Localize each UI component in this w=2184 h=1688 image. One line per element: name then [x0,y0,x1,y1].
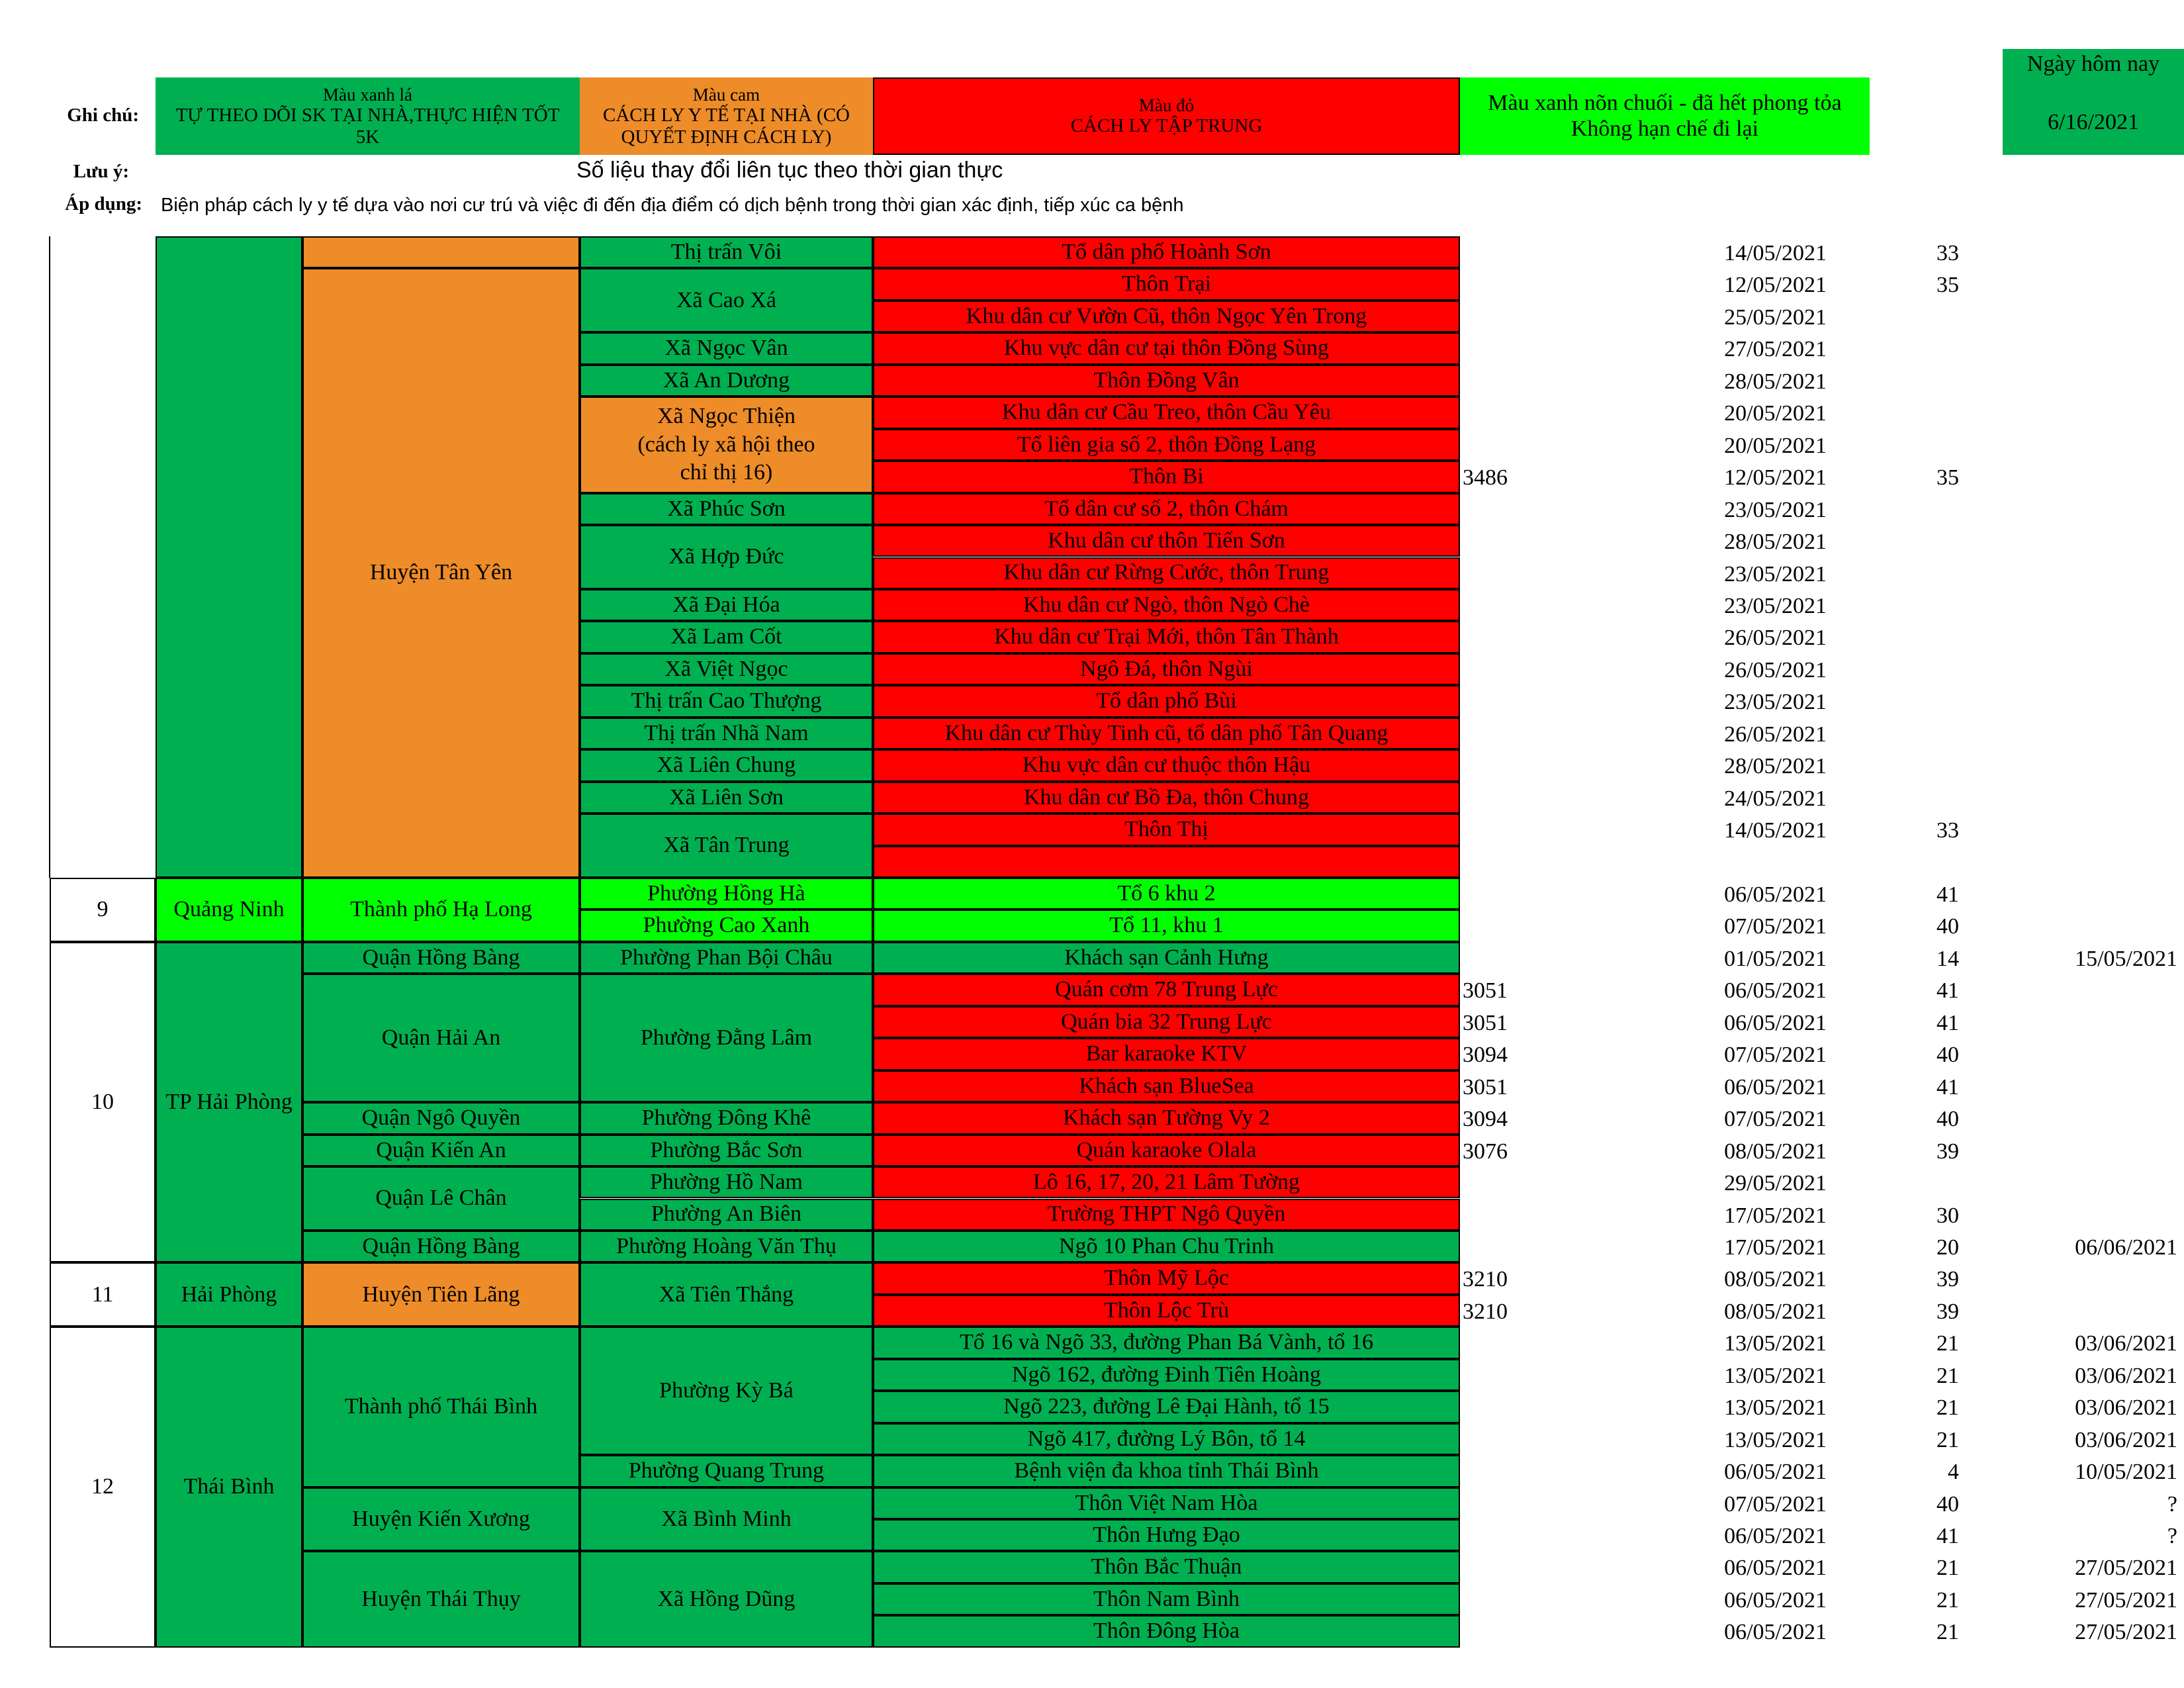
day-count [1906,847,1959,879]
end-date: 27/05/2021 [2075,1587,2177,1613]
end-date: ? [2167,1524,2177,1548]
case-id [1463,1552,1562,1584]
cell-dist: Quận Lê Chân [302,1166,580,1231]
day-count: 39 [1936,1267,1959,1292]
end-date [2019,1039,2177,1071]
case-id: 3210 [1463,1267,1508,1292]
day-count: 21 [1936,1363,1959,1388]
case-id [1463,494,1562,526]
day-count: 21 [1936,1331,1959,1356]
start-date: 06/05/2021 [1724,1460,1827,1485]
end-date: 06/06/2021 [2075,1235,2177,1260]
end-date: 03/06/2021 [2075,1427,2177,1452]
end-date [2019,1264,2177,1295]
case-id [1463,1617,1562,1648]
day-count: 40 [1936,1043,1959,1068]
place-cell: Thôn Bắc Thuận [873,1551,1460,1583]
place-cell: Quán bia 32 Trung Lực [873,1006,1460,1038]
day-count: 4 [1948,1460,1959,1485]
place-cell: Khách sạn Cảnh Hưng [873,942,1460,974]
end-date [2019,815,2177,847]
place-cell: Thôn Bi [873,461,1460,492]
cell-no: 12 [50,1327,156,1648]
cell-comm: Xã Liên Chung [580,749,873,781]
day-count: 20 [1936,1235,1959,1260]
cell-comm: Xã Liên Sơn [580,782,873,814]
legend-orange-desc: CÁCH LY Y TẾ TẠI NHÀ (CÓ QUYẾT ĐỊNH CÁCH LY) [602,105,850,148]
day-count [1906,686,1959,718]
place-cell: Tổ dân cư số 2, thôn Chám [873,493,1460,525]
end-date [2019,622,2177,654]
day-count [1906,366,1959,398]
end-date [2019,302,2177,334]
day-count [1906,590,1959,622]
day-count: 35 [1936,273,1959,298]
case-id [1463,943,1562,975]
cell-prov: Hải Phòng [156,1262,302,1327]
start-date: 07/05/2021 [1724,1491,1827,1517]
place-cell: Thôn Đồng Vân [873,365,1460,397]
day-count [1906,494,1959,526]
place-cell: Khu dân cư Vườn Cũ, thôn Ngọc Yên Trong [873,301,1460,332]
day-count: 40 [1936,914,1959,939]
start-date: 13/05/2021 [1724,1363,1827,1388]
case-id: 3210 [1463,1299,1508,1324]
end-date [2019,879,2177,911]
day-count: 21 [1936,1395,1959,1421]
start-date: 24/05/2021 [1724,786,1827,811]
case-id: 3051 [1463,1074,1508,1100]
case-id [1463,1232,1562,1264]
cell-comm: Xã Việt Ngọc [580,653,873,685]
cell-dist: Huyện Tân Yên [302,268,580,878]
start-date: 01/05/2021 [1724,946,1827,971]
place-cell: Thôn Nam Bình [873,1583,1460,1615]
start-date: 08/05/2021 [1724,1139,1827,1164]
cell-comm: Xã Tiên Thắng [580,1262,873,1327]
day-count [1906,526,1959,558]
place-cell: Thôn Lộc Trù [873,1295,1460,1327]
case-id [1463,847,1562,879]
start-date: 07/05/2021 [1724,1043,1827,1068]
legend-label: Ghi chú: [67,105,139,126]
end-date [2019,1200,2177,1232]
start-date: 26/05/2021 [1724,657,1827,682]
case-id [1463,815,1562,847]
cell-comm: Phường Kỳ Bá [580,1327,873,1455]
cell-comm: Xã Bình Minh [580,1487,873,1552]
cell-dist: Quận Hồng Bàng [302,942,580,974]
start-date: 17/05/2021 [1724,1203,1827,1228]
place-cell: Khu dân cư Trại Mới, thôn Tân Thành [873,621,1460,653]
place-cell: Tổ 11, khu 1 [873,910,1460,941]
cell-comm: Phường Phan Bội Châu [580,942,873,974]
legend-orange-title: Màu cam [692,84,760,105]
case-id [1463,238,1562,269]
day-count: 33 [1936,241,1959,265]
case-id [1463,269,1562,301]
case-id [1463,1425,1562,1456]
case-id [1463,334,1562,365]
day-count [1906,751,1959,782]
end-date [2019,334,2177,365]
legend-red-desc: CÁCH LY TẬP TRUNG [1070,115,1263,137]
cell-prov: Quảng Ninh [156,878,302,942]
cell-dist: Huyện Kiến Xương [302,1487,580,1552]
start-date: 06/05/2021 [1724,1524,1827,1548]
cell-comm: Xã Tân Trung [580,814,873,878]
start-date: 23/05/2021 [1724,593,1827,618]
cell-comm: Phường An Biên [580,1199,873,1231]
end-date: 27/05/2021 [2075,1620,2177,1645]
end-date [2019,911,2177,943]
cell-comm: Xã Ngọc Thiện (cách ly xã hội theo chỉ thị 16) [580,397,873,492]
apply-text: Biện pháp cách ly y tế dựa vào nơi cư trú và việc đi đến địa điểm có dịch bệnh trong thời gian xác định, tiếp xúc ca bệnh [161,195,1184,216]
place-cell: Thôn Mỹ Lộc [873,1262,1460,1294]
case-id [1463,622,1562,654]
day-count: 41 [1936,978,1959,1004]
place-cell: Quán cơm 78 Trung Lực [873,974,1460,1006]
day-count: 33 [1936,818,1959,843]
start-date: 20/05/2021 [1724,401,1827,426]
place-cell: Khu dân cư Ngò, thôn Ngò Chè [873,589,1460,621]
day-count [1906,398,1959,430]
end-date [2019,783,2177,815]
day-count: 35 [1936,465,1959,491]
start-date: 28/05/2021 [1724,369,1827,394]
place-cell: Bệnh viện đa khoa tỉnh Thái Bình [873,1455,1460,1487]
end-date [2019,269,2177,301]
end-date [2019,1168,2177,1199]
case-id [1463,1328,1562,1360]
day-count: 41 [1936,1524,1959,1548]
case-id [1463,398,1562,430]
end-date: 03/06/2021 [2075,1395,2177,1421]
start-date: 13/05/2021 [1724,1395,1827,1421]
case-id: 3486 [1463,465,1508,491]
case-id [1463,1168,1562,1199]
start-date: 28/05/2021 [1724,754,1827,779]
table-left-border [49,236,50,878]
cell-prov: TP Hải Phòng [156,942,302,1263]
cell-comm: Thị trấn Vôi [580,236,873,268]
end-date [2019,1136,2177,1168]
cell-comm: Xã Ngọc Vân [580,332,873,364]
start-date: 26/05/2021 [1724,722,1827,747]
cell-comm: Xã Hợp Đức [580,525,873,589]
place-cell: Tổ 6 khu 2 [873,878,1460,910]
place-cell: Ngõ 417, đường Lý Bôn, tổ 14 [873,1423,1460,1455]
case-id [1463,559,1562,590]
note-label: Lưu ý: [73,161,129,182]
cell-comm: Phường Đông Khê [580,1102,873,1134]
start-date: 07/05/2021 [1724,914,1827,939]
end-date [2019,719,2177,751]
place-cell: Khu dân cư Bồ Đa, thôn Chung [873,782,1460,814]
place-cell: Trường THPT Ngô Quyền [873,1199,1460,1231]
start-date: 08/05/2021 [1724,1299,1827,1324]
case-id [1463,1360,1562,1392]
start-date: 14/05/2021 [1724,818,1827,843]
cell-dist: Quận Hồng Bàng [302,1231,580,1262]
place-cell: Khu dân cư Cầu Treo, thôn Cầu Yêu [873,397,1460,428]
day-count [1906,430,1959,462]
start-date: 06/05/2021 [1724,1620,1827,1645]
place-cell: Thôn Thị [873,814,1460,845]
place-cell: Khu dân cư Thùy Tinh cũ, tổ dân phố Tân Quang [873,718,1460,749]
start-date: 28/05/2021 [1724,530,1827,555]
cell-dist: Quận Ngô Quyền [302,1102,580,1134]
day-count [1906,719,1959,751]
case-id [1463,719,1562,751]
case-id [1463,1200,1562,1232]
case-id [1463,751,1562,782]
legend-lime-title: Màu xanh nõn chuối - đã hết phong tỏa [1488,91,1842,116]
start-date: 13/05/2021 [1724,1331,1827,1356]
cell-dist: Thành phố Thái Bình [302,1327,580,1487]
start-date: 23/05/2021 [1724,561,1827,586]
cell-prov: Thái Bình [156,1327,302,1648]
start-date: 12/05/2021 [1724,465,1827,491]
day-count [1906,622,1959,654]
cell-comm: Thị trấn Nhã Nam [580,718,873,749]
case-id [1463,590,1562,622]
start-date: 07/05/2021 [1724,1107,1827,1132]
end-date [2019,1103,2177,1135]
day-count: 39 [1936,1299,1959,1324]
end-date [2019,975,2177,1007]
cell-dist: Quận Kiến An [302,1135,580,1166]
end-date [2019,398,2177,430]
end-date: 03/06/2021 [2075,1363,2177,1388]
start-date: 12/05/2021 [1724,273,1827,298]
place-cell: Bar karaoke KTV [873,1038,1460,1070]
cell-comm: Phường Quang Trung [580,1455,873,1487]
case-id [1463,526,1562,558]
start-date: 27/05/2021 [1724,337,1827,362]
day-count [1906,783,1959,815]
day-count: 21 [1936,1556,1959,1581]
end-date: ? [2167,1491,2177,1517]
start-date: 14/05/2021 [1724,241,1827,265]
start-date: 08/05/2021 [1724,1267,1827,1292]
case-id: 3076 [1463,1139,1508,1164]
case-id [1463,879,1562,911]
case-id [1463,366,1562,398]
end-date [2019,462,2177,494]
cell-prov [156,236,302,878]
case-id [1463,1521,1562,1552]
start-date: 06/05/2021 [1724,1074,1827,1100]
case-id [1463,1585,1562,1617]
case-id: 3094 [1463,1043,1508,1068]
case-id [1463,783,1562,815]
start-date: 23/05/2021 [1724,690,1827,715]
place-cell: Thôn Hưng Đạo [873,1519,1460,1551]
case-id: 3051 [1463,978,1508,1004]
case-id [1463,430,1562,462]
legend-red-title: Màu đỏ [1138,95,1195,116]
place-cell: Tổ dân phố Hoành Sơn [873,236,1460,268]
case-id: 3094 [1463,1107,1508,1132]
end-date [2019,590,2177,622]
day-count: 40 [1936,1107,1959,1132]
end-date [2019,1072,2177,1103]
case-id [1463,1489,1562,1521]
cell-comm: Phường Hồ Nam [580,1166,873,1198]
start-date: 13/05/2021 [1724,1427,1827,1452]
day-count: 21 [1936,1427,1959,1452]
cell-comm: Phường Hoàng Văn Thụ [580,1231,873,1262]
end-date: 27/05/2021 [2075,1556,2177,1581]
cell-comm: Phường Đằng Lâm [580,974,873,1102]
day-count: 30 [1936,1203,1959,1228]
start-date: 25/05/2021 [1724,305,1827,330]
cell-comm: Xã Phúc Sơn [580,493,873,525]
place-cell: Thôn Trại [873,268,1460,300]
end-date: 10/05/2021 [2075,1460,2177,1485]
day-count: 14 [1936,946,1959,971]
end-date [2019,366,2177,398]
place-cell: Khách sạn BlueSea [873,1070,1460,1102]
end-date [2019,559,2177,590]
apply-label: Áp dụng: [65,193,142,214]
start-date: 06/05/2021 [1724,1556,1827,1581]
start-date: 23/05/2021 [1724,497,1827,522]
day-count: 40 [1936,1491,1959,1517]
start-date: 20/05/2021 [1724,433,1827,458]
end-date [2019,1008,2177,1039]
legend-lime-desc: Không hạn chế đi lại [1570,116,1759,141]
legend-green-title: Màu xanh lá [323,84,412,105]
start-date: 06/05/2021 [1724,882,1827,907]
start-date: 06/05/2021 [1724,1587,1827,1613]
place-cell: Tổ liên gia số 2, thôn Đồng Lạng [873,429,1460,461]
cell-no: 11 [50,1262,156,1327]
end-date [2019,238,2177,269]
place-cell: Lô 16, 17, 20, 21 Lâm Tường [873,1166,1460,1198]
end-date [2019,655,2177,686]
place-cell [873,846,1460,878]
end-date [2019,1296,2177,1328]
end-date [2019,494,2177,526]
start-date: 17/05/2021 [1724,1235,1827,1260]
cell-comm: Xã Hồng Dũng [580,1551,873,1647]
end-date [2019,686,2177,718]
cell-comm: Xã Lam Cốt [580,621,873,653]
start-date: 29/05/2021 [1724,1171,1827,1196]
place-cell: Khu dân cư Rừng Cước, thôn Trung [873,557,1460,589]
day-count: 41 [1936,1010,1959,1035]
case-id [1463,1392,1562,1424]
cell-comm: Thị trấn Cao Thượng [580,685,873,717]
day-count [1906,655,1959,686]
place-cell: Ngô Đá, thôn Ngùi [873,653,1460,685]
place-cell: Khu dân cư thôn Tiến Sơn [873,525,1460,557]
day-count: 41 [1936,1074,1959,1100]
end-date [2019,430,2177,462]
end-date [2019,526,2177,558]
start-date: 06/05/2021 [1724,1010,1827,1035]
day-count: 21 [1936,1587,1959,1613]
day-count [1906,334,1959,365]
cell-dist: Huyện Tiên Lãng [302,1262,580,1327]
today-label: Ngày hôm nay [2026,52,2160,76]
cell-comm: Xã Đại Hóa [580,589,873,621]
day-count: 41 [1936,882,1959,907]
today-date: 6/16/2021 [2048,109,2139,134]
day-count [1906,559,1959,590]
cell-comm: Xã Cao Xá [580,268,873,332]
start-date [1668,847,1827,879]
note-text: Số liệu thay đổi liên tục theo thời gian thực [576,158,1003,183]
end-date: 03/06/2021 [2075,1331,2177,1356]
legend-green-desc: TỰ THEO DÕI SK TẠI NHÀ,THỰC HIỆN TỐT 5K [175,105,560,148]
end-date: 15/05/2021 [2075,946,2177,971]
place-cell: Ngõ 162, đường Đinh Tiên Hoàng [873,1359,1460,1391]
case-id: 3051 [1463,1010,1508,1035]
cell-dist: Thành phố Hạ Long [302,878,580,942]
place-cell: Thôn Việt Nam Hòa [873,1487,1460,1519]
place-cell: Ngõ 223, đường Lê Đại Hành, tổ 15 [873,1391,1460,1423]
end-date [2019,751,2177,782]
cell-dist: Quận Hải An [302,974,580,1102]
place-cell: Khu vực dân cư tại thôn Đồng Sùng [873,332,1460,364]
cell-no: 10 [50,942,156,1263]
start-date: 06/05/2021 [1724,978,1827,1004]
cell-comm: Xã An Dương [580,365,873,397]
case-id [1463,911,1562,943]
day-count: 21 [1936,1620,1959,1645]
cell-comm: Phường Cao Xanh [580,910,873,941]
day-count [1906,302,1959,334]
day-count: 39 [1936,1139,1959,1164]
case-id [1463,686,1562,718]
case-id [1463,1456,1562,1488]
place-cell: Tổ 16 và Ngõ 33, đường Phan Bá Vành, tổ 16 [873,1327,1460,1358]
cell-dist [302,236,580,268]
cell-comm: Phường Bắc Sơn [580,1135,873,1166]
place-cell: Quán karaoke Olala [873,1135,1460,1166]
case-id [1463,655,1562,686]
place-cell: Tổ dân phố Bùi [873,685,1460,717]
cell-dist: Huyện Thái Thụy [302,1551,580,1647]
start-date: 26/05/2021 [1724,626,1827,651]
day-count [1906,1168,1959,1199]
end-date [2019,847,2177,879]
place-cell: Khu vực dân cư thuộc thôn Hậu [873,749,1460,781]
place-cell: Ngõ 10 Phan Chu Trinh [873,1231,1460,1262]
case-id [1463,302,1562,334]
cell-comm: Phường Hồng Hà [580,878,873,910]
place-cell: Thôn Đông Hòa [873,1615,1460,1647]
place-cell: Khách sạn Tường Vy 2 [873,1102,1460,1134]
cell-no: 9 [50,878,156,942]
